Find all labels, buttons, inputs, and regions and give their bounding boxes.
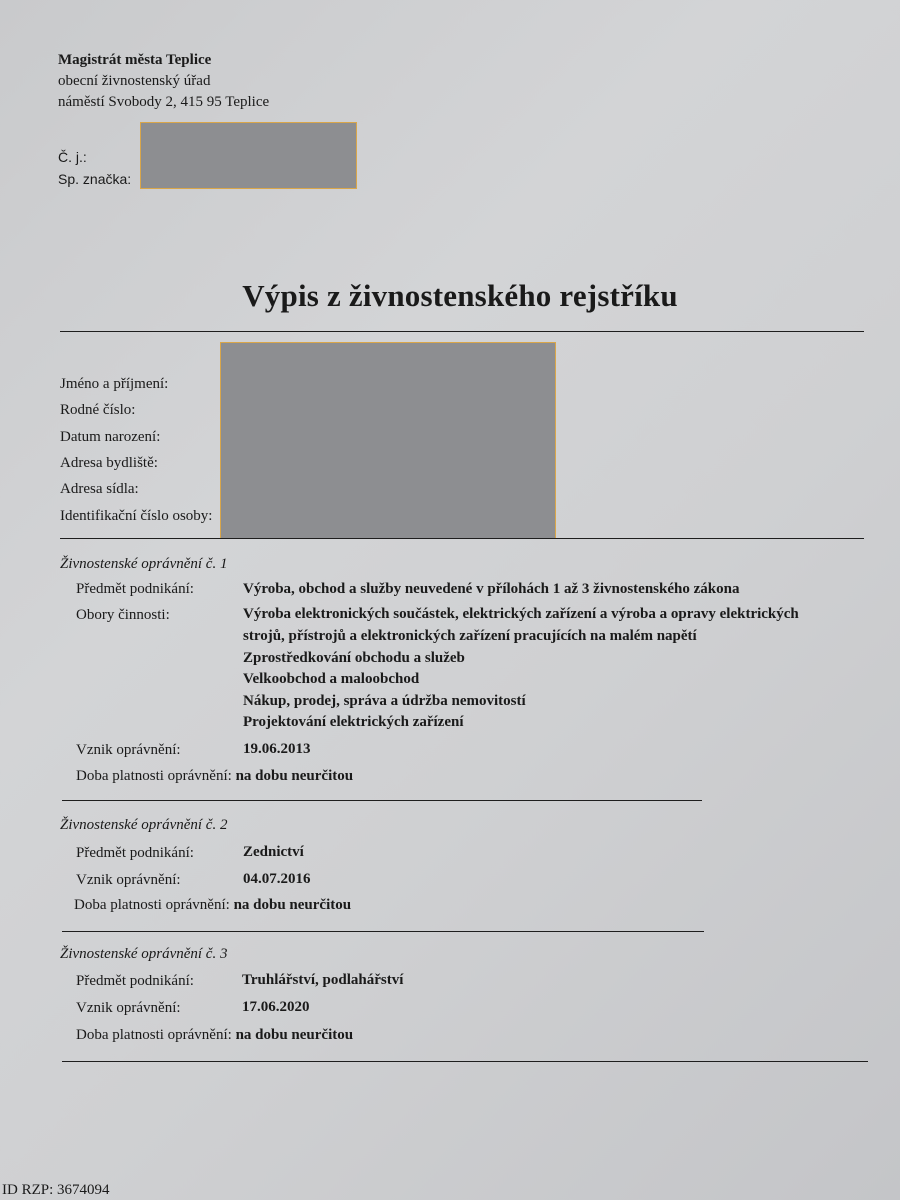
license-1-origin-label: Vznik oprávnění:	[76, 742, 181, 758]
license-1-origin: 19.06.2013	[243, 741, 311, 757]
divider	[62, 1061, 868, 1062]
divider	[60, 538, 864, 539]
license-1-field: Velkoobchod a maloobchod	[243, 671, 420, 687]
divider	[60, 331, 864, 332]
redaction-personal-data	[220, 342, 556, 539]
authority-address: náměstí Svobody 2, 415 95 Teplice	[58, 94, 270, 110]
license-1-fields-label: Obory činnosti:	[76, 607, 170, 623]
person-label-id: Identifikační číslo osoby:	[60, 508, 213, 524]
license-1-field: Nákup, prodej, správa a údržba nemovitostí	[243, 693, 526, 709]
authority-name: Magistrát města Teplice	[58, 52, 212, 68]
reference-sp-label: Sp. značka:	[58, 171, 132, 187]
license-1-heading: Živnostenské oprávnění č. 1	[60, 556, 228, 572]
license-1-validity-label: Doba platnosti oprávnění:	[76, 768, 232, 784]
person-label-name: Jméno a příjmení:	[60, 376, 169, 392]
license-2-subject-label: Předmět podnikání:	[76, 845, 194, 861]
divider	[62, 800, 702, 801]
license-3-validity-label: Doba platnosti oprávnění:	[76, 1027, 232, 1043]
license-3-validity-value: na dobu neurčitou	[235, 1027, 354, 1043]
document-title: Výpis z živnostenského rejstříku	[242, 278, 678, 313]
license-2-validity-value: na dobu neurčitou	[233, 897, 352, 913]
license-1-validity-value: na dobu neurčitou	[235, 768, 354, 784]
authority-department: obecní živnostenský úřad	[58, 73, 211, 89]
license-1-validity	[76, 768, 353, 785]
person-label-residence: Adresa bydliště:	[60, 455, 158, 471]
license-3-validity	[76, 1027, 353, 1044]
person-label-birth-number: Rodné číslo:	[60, 402, 136, 418]
footer-id-rzp: ID RZP: 3674094	[2, 1182, 110, 1198]
license-2-origin-label: Vznik oprávnění:	[76, 872, 181, 888]
person-label-birth-date: Datum narození:	[60, 429, 161, 445]
license-1-field: Zprostředkování obchodu a služeb	[243, 650, 465, 666]
redaction-reference	[140, 122, 357, 189]
license-2-validity	[74, 897, 351, 914]
divider	[62, 931, 704, 932]
license-2-origin: 04.07.2016	[243, 871, 311, 887]
person-label-seat: Adresa sídla:	[60, 481, 139, 497]
license-2-subject: Zednictví	[243, 844, 304, 860]
license-3-origin: 17.06.2020	[242, 999, 310, 1015]
license-1-field: Výroba elektronických součástek, elektrických zařízení a výroba a opravy elektrických	[243, 606, 799, 622]
license-1-subject: Výroba, obchod a služby neuvedené v přílohách 1 až 3 živnostenského zákona	[243, 581, 740, 597]
license-3-subject-label: Předmět podnikání:	[76, 973, 194, 989]
license-2-heading: Živnostenské oprávnění č. 2	[60, 817, 228, 833]
license-3-heading: Živnostenské oprávnění č. 3	[60, 946, 228, 962]
license-1-field: Projektování elektrických zařízení	[243, 714, 464, 730]
license-3-subject: Truhlářství, podlahářství	[242, 972, 404, 988]
license-2-validity-label: Doba platnosti oprávnění:	[74, 897, 230, 913]
authority-header	[58, 50, 269, 113]
reference-cj-label: Č. j.:	[58, 149, 87, 165]
license-1-subject-label: Předmět podnikání:	[76, 581, 194, 597]
license-3-origin-label: Vznik oprávnění:	[76, 1000, 181, 1016]
license-1-field: strojů, přístrojů a elektronických zařízení pracujících na malém napětí	[243, 628, 697, 644]
